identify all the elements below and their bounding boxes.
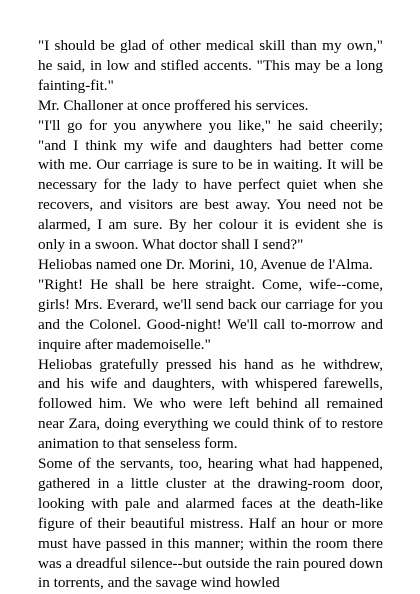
paragraph: Some of the servants, too, hearing what had happened, gathered in a little cluster at the drawing-room door, looking with pale and alarmed faces at the death-like figure of their beautiful mistress. Half an hour or more must have passed in this manner; within the room there was a dreadful silence--but outside the rain poured down in torrents, and the savage wind howled <box>38 455 383 592</box>
page-text-body <box>38 36 383 593</box>
paragraph: Heliobas named one Dr. Morini, 10, Avenue de l'Alma. <box>38 255 373 273</box>
paragraph: Mr. Challoner at once proffered his services. <box>38 96 309 114</box>
paragraph: "I should be glad of other medical skill than my own," he said, in low and stifled accents. "This may be a long fainting-fit." <box>38 37 383 94</box>
paragraph: "Right! He shall be here straight. Come, wife--come, girls! Mrs. Everard, we'll send back our carriage for you and the Colonel. Good-night! We'll call to-morrow and inquire after mademoiselle." <box>38 275 383 353</box>
paragraph: "I'll go for you anywhere you like," he said cheerily; "and I think my wife and daughters had better come with me. Our carriage is sure to be in waiting. It will be necessary for the lady to have perfect quiet when she recovers, and visitors are best away. You need not be alarmed, I am sure. By her colour it is evident she is only in a swoon. What doctor shall I send?" <box>38 116 383 254</box>
paragraph: Heliobas gratefully pressed his hand as he withdrew, and his wife and daughters, with whispered farewells, followed him. We who were left behind all remained near Zara, doing everything we could think of to restore animation to that senseless form. <box>38 355 383 453</box>
